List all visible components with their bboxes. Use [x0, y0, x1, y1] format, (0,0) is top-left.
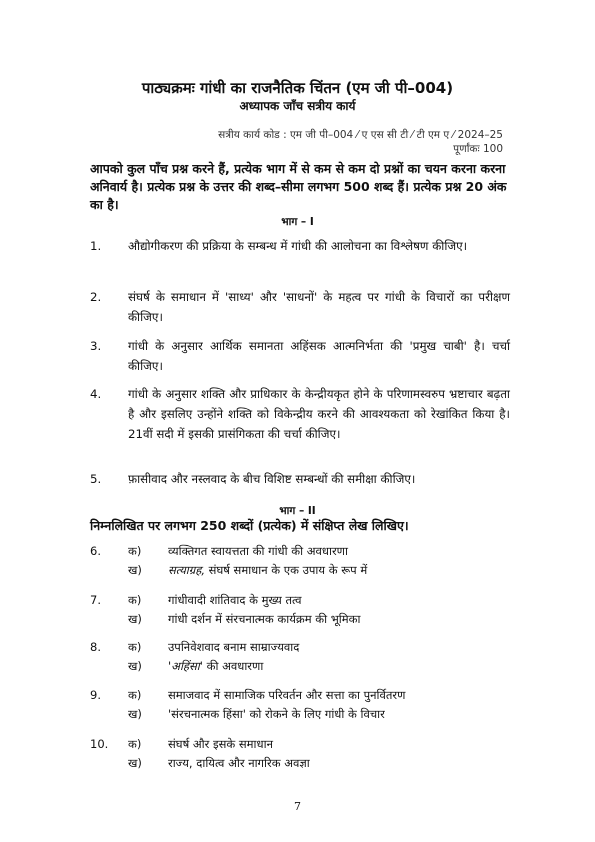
sub-question-a: समाजवाद में सामाजिक परिवर्तन और सत्ता का पुनर्वितरण — [168, 688, 406, 702]
sub-label: ख) — [128, 659, 142, 673]
sub-label: क) — [128, 688, 142, 702]
question-text: गांधी के अनुसार शक्ति और प्राधिकार के केन्द्रीयकृत होने के परिणामस्वरुप भ्रष्टाचार बढ़ता है और इसलिए उन्होंने शक्ति को विकेन्द्रीय करने की आवश्यकता को रेखांकित किया है। 21वीं सदी में इसकी प्रासंगिकता की चर्चा कीजिए। — [128, 387, 510, 441]
question-number: 6. — [90, 544, 101, 558]
sub-question-b — [168, 561, 510, 580]
question-9 — [90, 686, 510, 724]
question-number: 2. — [90, 290, 102, 304]
sub-question-b — [168, 657, 510, 676]
sub-question-a: उपनिवेशवाद बनाम साम्राज्यवाद — [168, 640, 300, 654]
sub-question-b-emphasis: 'अहिंसा' — [168, 659, 203, 673]
sub-label: ख) — [128, 563, 142, 577]
part-2-heading: भाग – II — [279, 505, 316, 517]
question-10 — [90, 735, 510, 773]
question-8 — [90, 638, 510, 676]
total-marks: पूर्णांकः 100 — [453, 143, 503, 155]
page-number: 7 — [294, 800, 301, 813]
question-text: औद्योगीकरण की प्रक्रिया के सम्बन्ध में गांधी की आलोचना का विश्लेषण कीजिए। — [128, 239, 468, 253]
sub-question-b-emphasis: सत्याग्रह, — [168, 563, 206, 577]
sub-question-a: गांधीवादी शांतिवाद के मुख्य तत्व — [168, 593, 302, 607]
sub-question-b-text: 'संरचनात्मक हिंसा' को रोकने के लिए गांधी के विचार — [168, 707, 385, 721]
sub-question-a: संघर्ष और इसके समाधान — [168, 737, 273, 751]
part-1-heading: भाग – I — [281, 216, 314, 228]
question-number: 5. — [90, 472, 102, 486]
sub-label: क) — [128, 593, 142, 607]
sub-question-b-text: राज्य, दायित्व और नागरिक अवज्ञा — [168, 756, 310, 770]
question-number: 1. — [90, 239, 102, 253]
question-number: 9. — [90, 688, 101, 702]
question-4 — [90, 384, 510, 444]
question-6 — [90, 542, 510, 580]
question-5 — [90, 469, 510, 489]
general-instructions: आपको कुल पाँच प्रश्न करने हैं, प्रत्येक भाग में से कम से कम दो प्रश्नों का चयन करना करना अनिवार्य है। प्रत्येक प्रश्न के उत्तर की शब्द–सीमा लगभग 500 शब्द हैं। प्रत्येक प्रश्न 20 अंक का है। — [90, 161, 507, 212]
question-number: 4. — [90, 387, 102, 401]
question-number: 3. — [90, 339, 102, 353]
course-title: पाठ्यक्रमः गांधी का राजनैतिक चिंतन (एम जी पी–004) — [141, 79, 454, 97]
sub-label: ख) — [128, 756, 142, 770]
question-number: 8. — [90, 640, 101, 654]
question-2 — [90, 287, 510, 327]
question-number: 7. — [90, 593, 101, 607]
sub-question-b-text: की अवधारणा — [202, 659, 264, 673]
sub-label: क) — [128, 544, 142, 558]
sub-label: क) — [128, 640, 142, 654]
sub-question-b — [168, 754, 510, 773]
assignment-subtitle: अध्यापक जाँच सत्रीय कार्य — [239, 99, 356, 113]
question-text: फ़ासीवाद और नस्लवाद के बीच विशिष्ट सम्बन्धों की समीक्षा कीजिए। — [128, 472, 416, 486]
part-2-instructions: निम्नलिखित पर लगभग 250 शब्दों (प्रत्येक) में संक्षिप्त लेख लिखिए। — [90, 518, 409, 533]
question-1 — [90, 236, 510, 256]
sub-question-a: व्यक्तिगत स्वायत्तता की गांधी की अवधारणा — [168, 544, 348, 558]
sub-question-b — [168, 610, 510, 629]
sub-label: क) — [128, 737, 142, 751]
sub-question-b-text: गांधी दर्शन में संरचनात्मक कार्यक्रम की भूमिका — [168, 612, 361, 626]
question-number: 10. — [90, 737, 109, 751]
question-3 — [90, 336, 510, 376]
question-text: गांधी के अनुसार आर्थिक समानता अहिंसक आत्मनिर्भता की 'प्रमुख चाबी' है। चर्चा कीजिए। — [128, 339, 510, 373]
assignment-code: सत्रीय कार्य कोड : एम जी पी–004 ⁄ ए एस सी टी ⁄ टी एम ए ⁄ 2024–25 — [218, 129, 503, 141]
sub-question-b — [168, 705, 510, 724]
question-7 — [90, 591, 510, 629]
sub-question-b-text: संघर्ष समाधान के एक उपाय के रूप में — [205, 563, 368, 577]
question-text: संघर्ष के समाधान में 'साध्य' और 'साधनों' के महत्व पर गांधी के विचारों का परीक्षण कीजिए। — [128, 290, 510, 324]
sub-label: ख) — [128, 612, 142, 626]
sub-label: ख) — [128, 707, 142, 721]
